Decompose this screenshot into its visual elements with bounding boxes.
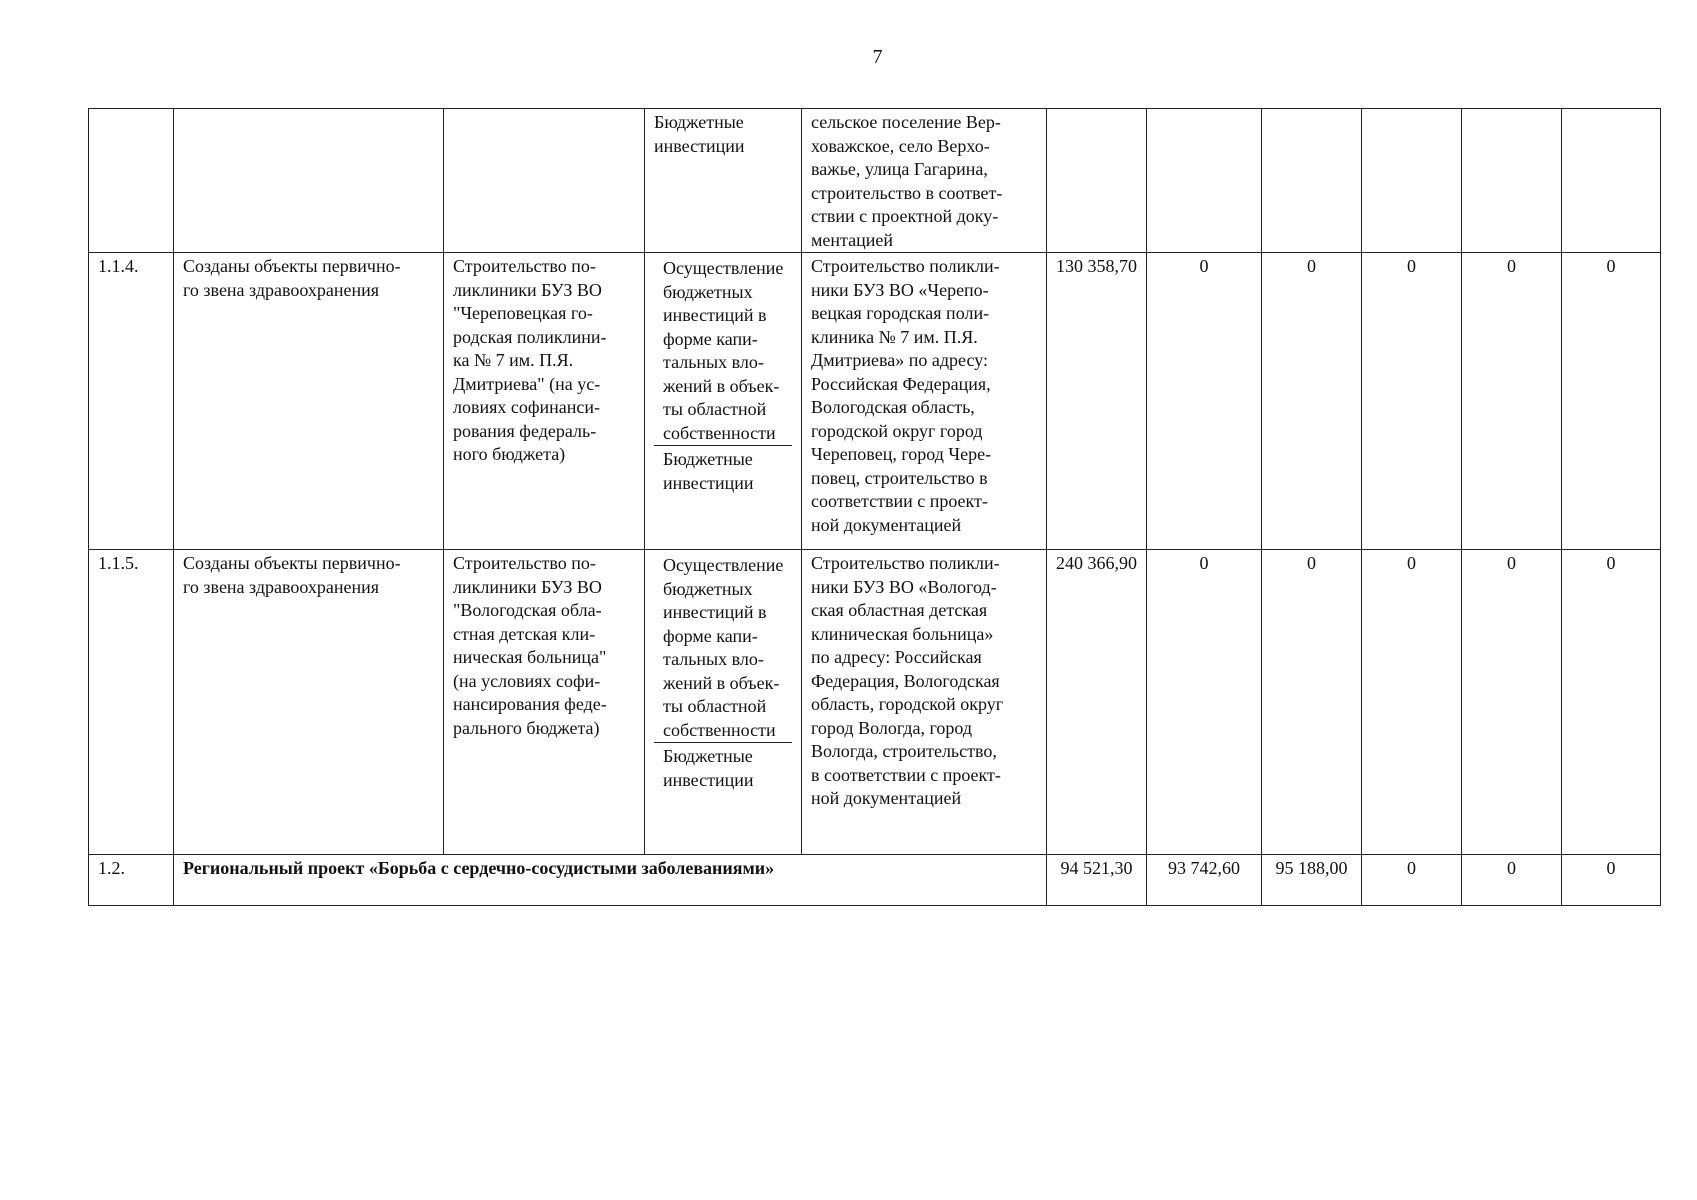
- value-cell: 0: [1362, 855, 1462, 906]
- text-line: ной документацией: [811, 788, 962, 808]
- value-cell: 0: [1362, 550, 1462, 855]
- code-cell: [89, 109, 174, 253]
- value-cell: 0: [1147, 550, 1262, 855]
- result-cell: [174, 253, 444, 550]
- description-cell: [802, 253, 1047, 550]
- value-cell: [1262, 109, 1362, 253]
- value-cell: 0: [1462, 253, 1562, 550]
- value-cell: 93 742,60: [1147, 855, 1262, 906]
- value-cell: 94 521,30: [1047, 855, 1147, 906]
- text-line: Бюджетные: [663, 746, 753, 766]
- text-line: бюджетных: [663, 578, 753, 599]
- value-cell: [1362, 109, 1462, 253]
- result-cell: [174, 550, 444, 855]
- text-line: ной документацией: [811, 514, 962, 535]
- text-line: инвестиций в: [663, 305, 767, 325]
- text-line: ментацией: [811, 229, 893, 250]
- investment-form: [654, 552, 792, 742]
- text-line: инвестиций в: [663, 602, 767, 622]
- value-cell: [1462, 109, 1562, 253]
- text-line: сельское поселение Вер-: [811, 112, 1001, 132]
- table-row: [89, 109, 1661, 253]
- text-line: строительство в соответ-: [811, 182, 1003, 203]
- text-line: Федерация, Вологодская: [811, 670, 1000, 691]
- text-line: вецкая городская поли-: [811, 303, 990, 323]
- text-line: тальных вло-: [663, 352, 764, 372]
- text-line: Вологда, строительство,: [811, 741, 997, 761]
- text-line: Осуществление: [663, 555, 784, 575]
- text-line: ликлиники БУЗ ВО: [453, 576, 602, 597]
- object-cell: [444, 109, 645, 253]
- text-line: ники БУЗ ВО «Черепо-: [811, 279, 989, 300]
- object-cell: [444, 253, 645, 550]
- text-line: Череповец, город Чере-: [811, 444, 992, 464]
- text-line: форме капи-: [663, 625, 758, 646]
- value-cell: 0: [1362, 253, 1462, 550]
- text-line: рования федераль-: [453, 420, 597, 441]
- text-line: "Вологодская обла-: [453, 600, 602, 620]
- text-line: ствии с проектной доку-: [811, 206, 999, 226]
- text-line: рального бюджета): [453, 717, 600, 738]
- text-line: Российская Федерация,: [811, 373, 991, 394]
- text-line: "Череповецкая го-: [453, 303, 593, 323]
- text-line: го звена здравоохранения: [183, 576, 380, 597]
- text-line: важье, улица Гагарина,: [811, 159, 988, 179]
- text-line: родская поликлини-: [453, 326, 607, 347]
- text-line: Созданы объекты первично-: [183, 553, 401, 573]
- text-line: ты областной: [663, 696, 767, 716]
- value-cell: 0: [1262, 253, 1362, 550]
- table-row: [89, 253, 1661, 550]
- value-cell: 240 366,90: [1047, 550, 1147, 855]
- text-line: ного бюджета): [453, 444, 566, 464]
- text-line: ка № 7 им. П.Я.: [453, 350, 574, 370]
- financing-type-cell: [645, 109, 802, 253]
- financing-type: [654, 742, 792, 792]
- table-row: [89, 855, 1661, 906]
- text-line: ховажское, село Верхо-: [811, 135, 990, 156]
- project-title: Региональный проект «Борьба с сердечно-сосудистыми заболеваниями»: [174, 855, 1047, 906]
- text-line: Дмитриева» по адресу:: [811, 350, 988, 370]
- text-line: собственности: [663, 422, 776, 443]
- text-line: ты областной: [663, 399, 767, 419]
- financing-type: [654, 445, 792, 495]
- text-line: инвестиции: [663, 769, 754, 790]
- table-row: [89, 550, 1661, 855]
- text-line: жений в объек-: [663, 672, 780, 693]
- text-line: Вологодская область,: [811, 397, 975, 417]
- text-line: го звена здравоохранения: [183, 279, 380, 300]
- text-line: Дмитриева" (на ус-: [453, 373, 601, 394]
- value-cell: 0: [1462, 550, 1562, 855]
- form-cell: [645, 253, 802, 550]
- text-line: инвестиции: [663, 472, 754, 493]
- text-line: по адресу: Российская: [811, 647, 982, 667]
- text-line: Строительство по-: [453, 553, 596, 573]
- value-cell: 130 358,70: [1047, 253, 1147, 550]
- value-cell: [1047, 109, 1147, 253]
- text-line: Строительство поликли-: [811, 256, 1000, 276]
- value-cell: 95 188,00: [1262, 855, 1362, 906]
- text-line: (на условиях софи-: [453, 670, 601, 691]
- text-line: клиническая больница»: [811, 623, 994, 644]
- text-line: жений в объек-: [663, 375, 780, 396]
- text-line: Созданы объекты первично-: [183, 256, 401, 276]
- budget-table: [88, 108, 1661, 906]
- text-line: форме капи-: [663, 328, 758, 349]
- text-line: инвестиции: [654, 135, 745, 156]
- text-line: соответствии с проект-: [811, 491, 988, 511]
- text-line: клиника № 7 им. П.Я.: [811, 326, 978, 347]
- text-line: ликлиники БУЗ ВО: [453, 279, 602, 300]
- text-line: ники БУЗ ВО «Вологод-: [811, 576, 997, 597]
- text-line: ская областная детская: [811, 600, 988, 620]
- object-cell: [444, 550, 645, 855]
- text-line: повец, строительство в: [811, 467, 988, 488]
- text-line: ловиях софинанси-: [453, 397, 601, 417]
- text-line: тальных вло-: [663, 649, 764, 669]
- form-cell: [645, 550, 802, 855]
- investment-form: [654, 255, 792, 445]
- text-line: Строительство по-: [453, 256, 596, 276]
- text-line: нансирования феде-: [453, 694, 607, 714]
- code-cell: 1.2.: [89, 855, 174, 906]
- value-cell: 0: [1147, 253, 1262, 550]
- text-line: Бюджетные: [663, 449, 753, 469]
- value-cell: 0: [1562, 855, 1661, 906]
- text-line: город Вологда, город: [811, 717, 973, 738]
- text-line: ническая больница": [453, 647, 607, 667]
- result-cell: [174, 109, 444, 253]
- text-line: стная детская кли-: [453, 623, 596, 644]
- text-line: бюджетных: [663, 281, 753, 302]
- code-cell: 1.1.5.: [89, 550, 174, 855]
- description-cell: [802, 550, 1047, 855]
- text-line: Строительство поликли-: [811, 553, 1000, 573]
- code-cell: 1.1.4.: [89, 253, 174, 550]
- text-line: Осуществление: [663, 258, 784, 278]
- description-cell: [802, 109, 1047, 253]
- text-line: область, городской округ: [811, 694, 1004, 714]
- value-cell: [1147, 109, 1262, 253]
- value-cell: 0: [1562, 253, 1661, 550]
- text-line: собственности: [663, 719, 776, 740]
- value-cell: [1562, 109, 1661, 253]
- value-cell: 0: [1262, 550, 1362, 855]
- text-line: Бюджетные: [654, 112, 744, 132]
- value-cell: 0: [1462, 855, 1562, 906]
- value-cell: 0: [1562, 550, 1661, 855]
- text-line: в соответствии с проект-: [811, 764, 1001, 785]
- page-number: 7: [872, 46, 883, 68]
- text-line: городской округ город: [811, 420, 983, 441]
